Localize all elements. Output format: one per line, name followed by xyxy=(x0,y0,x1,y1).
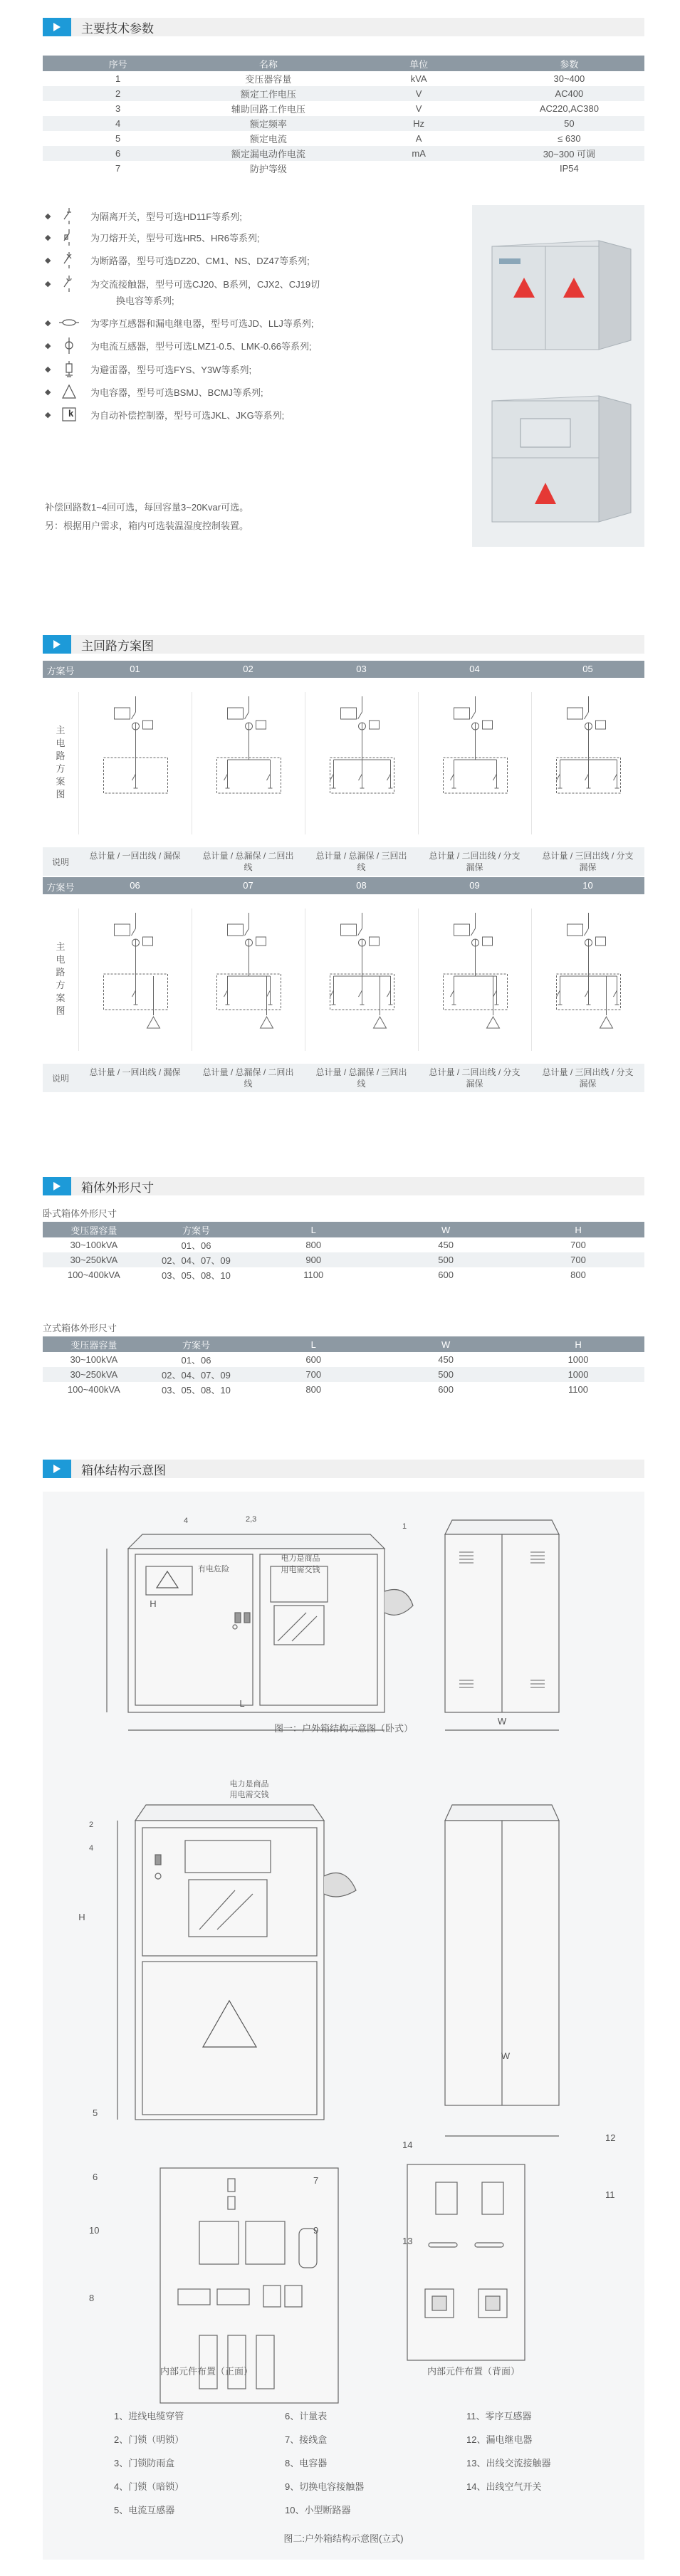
legend-text: 为避雷器，型号可选FYS、Y3W等系列; xyxy=(90,364,252,375)
scheme-id: 10 xyxy=(582,880,593,891)
table-cell: 500 xyxy=(380,1252,512,1267)
legend-text: 为零序互感器和漏电继电器，型号可选JD、LLJ等系列; xyxy=(90,318,314,329)
surge-arrester-icon xyxy=(55,360,88,378)
legend-text: 为电容器，型号可选BSMJ、BCMJ等系列; xyxy=(90,387,263,398)
legend-text: 换电容等系列; xyxy=(116,295,174,306)
controller-k-label: k xyxy=(68,408,74,419)
table-cell: 防护等级 xyxy=(193,161,343,176)
play-icon xyxy=(43,1460,71,1478)
table-cell: 800 xyxy=(247,1382,380,1397)
box-slogan-v1: 电力是商品 xyxy=(229,1780,269,1789)
part-item: 7、接线盒 xyxy=(285,2434,328,2445)
legend-row xyxy=(116,293,174,307)
scheme-side-text: 主电路方案图 xyxy=(56,941,66,1016)
scheme-id: 03 xyxy=(356,664,367,674)
table-cell: 7 xyxy=(43,161,193,176)
play-icon xyxy=(43,18,71,36)
scheme-diagram xyxy=(78,692,192,834)
scheme-diagram xyxy=(418,909,532,1051)
back-layout-caption: 内部元件布置（背面） xyxy=(427,2366,520,2377)
legend-row xyxy=(45,382,263,401)
scheme-desc-label: 说明 xyxy=(51,1074,69,1084)
table-cell: 03、05、08、10 xyxy=(145,1382,248,1397)
scheme-id: 06 xyxy=(130,880,140,891)
section-title: 箱体结构示意图 xyxy=(81,1463,166,1477)
scheme-diagram xyxy=(78,909,192,1051)
column-header: 单位 xyxy=(344,56,494,71)
scheme-id: 08 xyxy=(356,880,367,891)
play-icon xyxy=(43,635,71,654)
table-cell: mA xyxy=(344,146,494,161)
dim-W-label-v: W xyxy=(501,2051,511,2061)
dim-H-label-v: H xyxy=(78,1912,85,1922)
table-cell: 30~300 可调 xyxy=(494,146,644,161)
table-row xyxy=(43,161,644,176)
table-cell: IP54 xyxy=(494,161,644,176)
current-transformer-icon xyxy=(55,336,88,355)
callout-12: 12 xyxy=(605,2132,616,2143)
table-cell: 2 xyxy=(43,86,193,101)
table-cell: AC400 xyxy=(494,86,644,101)
table-cell: 02、04、07、09 xyxy=(145,1252,248,1267)
fig1-caption: 图一：户外箱结构示意图（卧式） xyxy=(273,1723,413,1734)
table-row xyxy=(43,1252,644,1267)
scheme-id: 02 xyxy=(243,664,253,674)
callout-9: 9 xyxy=(313,2225,319,2236)
table-cell: ≤ 630 xyxy=(494,131,644,146)
table-cell: Hz xyxy=(344,116,494,131)
structure-drawing xyxy=(43,1492,644,2560)
table-row xyxy=(43,146,644,161)
capacitor-icon xyxy=(55,382,88,401)
legend-row xyxy=(45,228,260,246)
table-cell: 5 xyxy=(43,131,193,146)
fig2-caption: 图二:户外箱结构示意图(立式) xyxy=(283,2533,404,2544)
scheme-id: 05 xyxy=(582,664,593,674)
table-cell: 800 xyxy=(247,1237,380,1252)
table-cell: 700 xyxy=(512,1237,644,1252)
column-header: H xyxy=(512,1222,644,1237)
scheme-diagram xyxy=(531,692,645,834)
scheme-label-header: 方案号 xyxy=(46,882,75,893)
section-header-tech xyxy=(43,18,644,36)
table-row xyxy=(43,71,644,86)
part-item: 10、小型断路器 xyxy=(285,2505,351,2515)
table-cell: 02、04、07、09 xyxy=(145,1367,248,1382)
scheme-desc: 总计量 / 总漏保 / 二回出线 xyxy=(202,851,294,872)
table-cell: 30~400 xyxy=(494,71,644,86)
scheme-id: 09 xyxy=(469,880,480,891)
column-header: 名称 xyxy=(193,56,343,71)
product-photos-image xyxy=(472,205,644,547)
isolating-switch-icon xyxy=(55,206,88,225)
scheme-label-header: 方案号 xyxy=(46,666,75,676)
column-header: L xyxy=(247,1222,380,1237)
legend-text: 为断路器，型号可选DZ20、CM1、NS、DZ47等系列; xyxy=(90,255,310,266)
scheme-drawing-row xyxy=(43,678,644,848)
scheme-desc: 总计量 / 一回出线 / 漏保 xyxy=(89,851,181,861)
table-cell: 03、05、08、10 xyxy=(145,1267,248,1282)
part-item: 8、电容器 xyxy=(285,2458,328,2468)
dim-H-label: H xyxy=(150,1598,157,1609)
table-cell: 1 xyxy=(43,71,193,86)
table-cell: 450 xyxy=(380,1352,512,1367)
callout-14: 14 xyxy=(402,2140,413,2150)
column-header: 方案号 xyxy=(145,1336,248,1352)
scheme-side-label xyxy=(43,678,78,847)
table-cell: 1100 xyxy=(512,1382,644,1397)
legend-row xyxy=(45,251,310,269)
diamond-bullet-icon: ◆ xyxy=(45,341,51,350)
table-cell: 01、06 xyxy=(145,1352,248,1367)
scheme-side-label xyxy=(43,894,78,1064)
callout-8: 8 xyxy=(89,2293,95,2303)
table-cell: 1000 xyxy=(512,1367,644,1382)
legend-row xyxy=(45,336,312,355)
diamond-bullet-icon: ◆ xyxy=(45,279,51,288)
part-item: 9、切换电容接触器 xyxy=(285,2481,365,2492)
table-cell: 30~250kVA xyxy=(43,1252,145,1267)
legend-text: 为自动补偿控制器，型号可选JKL、JKG等系列; xyxy=(90,409,285,421)
table-cell: AC220,AC380 xyxy=(494,101,644,116)
diamond-bullet-icon: ◆ xyxy=(45,387,51,397)
table-cell: 变压器容量 xyxy=(193,71,343,86)
horizontal-dims-table xyxy=(43,1222,644,1282)
scheme-header-row xyxy=(43,877,644,894)
column-header: W xyxy=(380,1336,512,1352)
column-header: 变压器容量 xyxy=(43,1336,145,1352)
table-cell: 1000 xyxy=(512,1352,644,1367)
part-item: 14、出线空气开关 xyxy=(466,2481,542,2492)
scheme-id: 01 xyxy=(130,664,140,674)
section-title: 主要技术参数 xyxy=(81,21,154,36)
tech-params-table xyxy=(43,56,644,176)
horizontal-box-side xyxy=(445,1520,559,1730)
table-cell: 600 xyxy=(247,1352,380,1367)
vertical-box-front xyxy=(117,1805,356,2120)
table-row xyxy=(43,1237,644,1252)
structure-drawing-panel xyxy=(43,1492,644,2560)
table-row xyxy=(43,116,644,131)
part-item: 2、门锁（明锁） xyxy=(114,2434,184,2445)
scheme-desc: 总计量 / 二回出线 / 分支漏保 xyxy=(429,1067,521,1089)
table-row xyxy=(43,1382,644,1397)
table-cell: 01、06 xyxy=(145,1237,248,1252)
dim-W-label: W xyxy=(497,1716,507,1727)
scheme-diagram xyxy=(418,692,532,834)
legend-row xyxy=(45,206,242,225)
callout-4-v: 4 xyxy=(89,1844,94,1853)
table-cell xyxy=(344,161,494,176)
scheme-diagram xyxy=(305,909,419,1051)
part-item: 1、进线电缆穿管 xyxy=(114,2411,184,2421)
diamond-bullet-icon: ◆ xyxy=(45,233,51,242)
scheme-diagram xyxy=(192,909,305,1051)
scheme-desc: 总计量 / 总漏保 / 三回出线 xyxy=(315,1067,407,1089)
scheme-desc: 总计量 / 三回出线 / 分支漏保 xyxy=(542,1067,634,1089)
part-item: 4、门锁（暗锁） xyxy=(114,2481,184,2492)
table-cell: 600 xyxy=(380,1267,512,1282)
table-cell: 600 xyxy=(380,1382,512,1397)
legend-text: 为隔离开关，型号可选HD11F等系列; xyxy=(90,211,242,222)
table-row xyxy=(43,101,644,116)
callout-23: 2,3 xyxy=(246,1515,257,1524)
callout-6: 6 xyxy=(93,2172,98,2182)
column-header: L xyxy=(247,1336,380,1352)
table-cell: 6 xyxy=(43,146,193,161)
column-header: 序号 xyxy=(43,56,193,71)
part-item: 12、漏电继电器 xyxy=(466,2434,533,2445)
table-cell: 1100 xyxy=(247,1267,380,1282)
scheme-id: 07 xyxy=(243,880,253,891)
scheme-desc: 总计量 / 总漏保 / 三回出线 xyxy=(315,851,407,872)
legend-row xyxy=(45,405,284,424)
table-cell: 额定漏电动作电流 xyxy=(193,146,343,161)
note-humidity: 另：根据用户需求，箱内可选装温湿度控制装置。 xyxy=(45,520,249,531)
box-slogan-1: 电力是商品 xyxy=(281,1554,320,1563)
table-row xyxy=(43,1352,644,1367)
table-cell: 50 xyxy=(494,116,644,131)
legend-text: 为交流接触器，型号可选CJ20、B系列，CJX2、CJ19切 xyxy=(90,278,320,290)
scheme-desc-row xyxy=(43,847,644,876)
contactor-icon xyxy=(55,274,88,293)
callout-13: 13 xyxy=(402,2236,413,2246)
part-item: 6、计量表 xyxy=(285,2411,328,2421)
table-cell: 辅助回路工作电压 xyxy=(193,101,343,116)
table-cell: 额定电流 xyxy=(193,131,343,146)
scheme-desc-label: 说明 xyxy=(51,857,69,867)
dim-L-label: L xyxy=(239,1698,245,1709)
warning-label: 有电危险 xyxy=(198,1565,229,1574)
column-header: 变压器容量 xyxy=(43,1222,145,1237)
horizontal-dims-caption: 卧式箱体外形尺寸 xyxy=(43,1208,117,1219)
table-cell: 额定工作电压 xyxy=(193,86,343,101)
scheme-desc: 总计量 / 一回出线 / 漏保 xyxy=(89,1067,181,1077)
callout-5: 5 xyxy=(93,2108,98,2118)
table-cell: 3 xyxy=(43,101,193,116)
section-title: 主回路方案图 xyxy=(81,639,154,653)
table-row xyxy=(43,86,644,101)
column-header: 方案号 xyxy=(145,1222,248,1237)
table-cell: 30~100kVA xyxy=(43,1237,145,1252)
note-compensation: 补偿回路数1~4回可选，每回容量3~20Kvar可选。 xyxy=(45,502,249,513)
part-item: 13、出线交流接触器 xyxy=(466,2458,551,2468)
scheme-desc: 总计量 / 总漏保 / 二回出线 xyxy=(202,1067,294,1089)
table-row xyxy=(43,131,644,146)
table-row xyxy=(43,1367,644,1382)
internal-back-layout xyxy=(407,2164,525,2360)
scheme-header-row xyxy=(43,661,644,678)
scheme-id: 04 xyxy=(469,664,480,674)
legend-text: 为电流互感器，型号可选LMZ1-0.5、LMK-0.66等系列; xyxy=(90,340,312,352)
diamond-bullet-icon: ◆ xyxy=(45,365,51,374)
scheme-diagram xyxy=(192,692,305,834)
callout-7: 7 xyxy=(313,2175,319,2186)
table-cell: A xyxy=(344,131,494,146)
legend-text: 为刀熔开关，型号可选HR5、HR6等系列; xyxy=(90,232,260,244)
callout-4-top: 4 xyxy=(184,1517,189,1525)
scheme-grid xyxy=(43,661,644,1138)
zero-sequence-transformer-icon xyxy=(55,313,88,332)
scheme-drawing-row xyxy=(43,894,644,1064)
knife-switch-icon xyxy=(55,228,88,246)
legend-row xyxy=(45,313,313,332)
legend-row xyxy=(45,274,320,293)
table-cell: 100~400kVA xyxy=(43,1267,145,1282)
diamond-bullet-icon: ◆ xyxy=(45,211,51,221)
table-cell: V xyxy=(344,86,494,101)
table-cell: 4 xyxy=(43,116,193,131)
table-cell: 额定频率 xyxy=(193,116,343,131)
section-title: 箱体外形尺寸 xyxy=(81,1180,154,1195)
legend-row xyxy=(45,360,251,378)
callout-11: 11 xyxy=(605,2189,615,2200)
product-photo-panel xyxy=(472,205,644,547)
table-cell: 700 xyxy=(512,1252,644,1267)
table-cell: 30~250kVA xyxy=(43,1367,145,1382)
table-cell: 900 xyxy=(247,1252,380,1267)
scheme-diagram xyxy=(531,909,645,1051)
table-cell: kVA xyxy=(344,71,494,86)
box-slogan-2: 用电需交钱 xyxy=(281,1566,320,1574)
play-icon xyxy=(43,1177,71,1195)
section-header-structure xyxy=(43,1460,644,1478)
diamond-bullet-icon: ◆ xyxy=(45,256,51,265)
table-row xyxy=(43,1267,644,1282)
vertical-dims-table xyxy=(43,1336,644,1397)
table-cell: 100~400kVA xyxy=(43,1382,145,1397)
section-header-dims xyxy=(43,1177,644,1195)
part-item: 3、门锁防雨盒 xyxy=(114,2458,175,2468)
circuit-breaker-icon xyxy=(55,251,88,269)
table-cell: 30~100kVA xyxy=(43,1352,145,1367)
column-header: H xyxy=(512,1336,644,1352)
diamond-bullet-icon: ◆ xyxy=(45,410,51,419)
part-item: 11、零序互感器 xyxy=(466,2411,532,2421)
vertical-dims-caption: 立式箱体外形尺寸 xyxy=(43,1323,117,1334)
table-cell: V xyxy=(344,101,494,116)
table-cell: 700 xyxy=(247,1367,380,1382)
callout-10: 10 xyxy=(89,2225,100,2236)
scheme-side-text: 主电路方案图 xyxy=(56,725,66,800)
diamond-bullet-icon: ◆ xyxy=(45,318,51,328)
section-header-schemes xyxy=(43,635,644,654)
callout-1: 1 xyxy=(402,1522,407,1531)
scheme-diagram xyxy=(305,692,419,834)
scheme-desc: 总计量 / 二回出线 / 分支漏保 xyxy=(429,851,521,872)
column-header: 参数 xyxy=(494,56,644,71)
part-item: 5、电流互感器 xyxy=(114,2505,175,2515)
vertical-box-side xyxy=(445,1805,559,2136)
box-slogan-v2: 用电需交钱 xyxy=(229,1791,269,1799)
column-header: W xyxy=(380,1222,512,1237)
front-layout-caption: 内部元件布置（正面） xyxy=(159,2366,253,2377)
callout-2-v: 2 xyxy=(89,1821,94,1829)
scheme-desc: 总计量 / 三回出线 / 分支漏保 xyxy=(542,851,634,872)
scheme-desc-row xyxy=(43,1064,644,1092)
table-cell: 450 xyxy=(380,1237,512,1252)
table-cell: 800 xyxy=(512,1267,644,1282)
table-cell: 500 xyxy=(380,1367,512,1382)
